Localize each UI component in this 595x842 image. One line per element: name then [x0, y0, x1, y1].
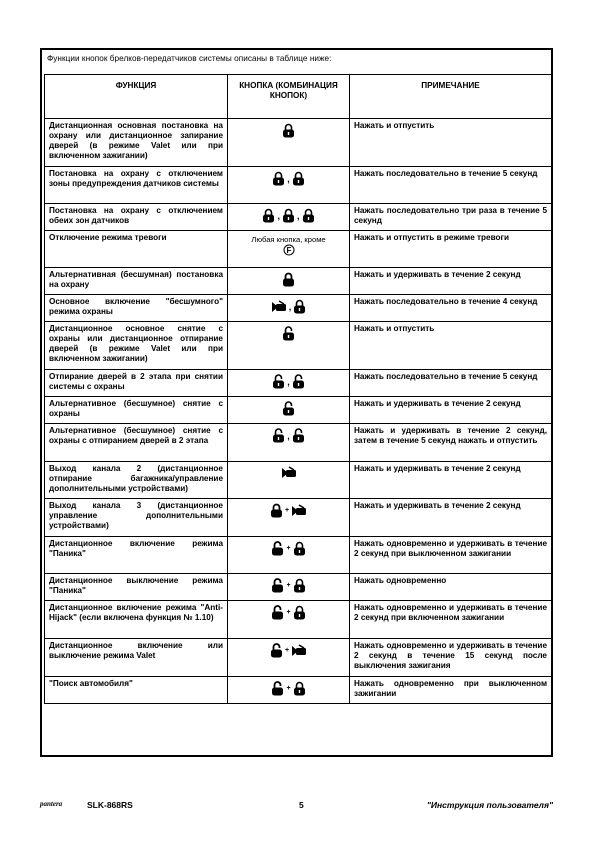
button-combination	[283, 244, 295, 256]
function-cell: Дистанционная основная постановка на охрану или дистанционное запирание дверей (в режиме Valet или при включенном зажигании)	[45, 119, 228, 167]
table-row	[45, 295, 552, 322]
lock-closed-icon	[292, 171, 305, 186]
note-cell: Нажать одновременно и удерживать в течение 2 секунд при выключенном зажигании	[350, 537, 552, 574]
function-cell: Дистанционное включение режима "Паника"	[45, 537, 228, 574]
button-cell	[228, 370, 350, 397]
button-combination	[262, 208, 314, 223]
separator-comma: ,	[288, 301, 292, 312]
button-cell	[228, 601, 350, 639]
button-cell	[228, 167, 350, 204]
note-cell: Нажать одновременно	[350, 574, 552, 601]
lock-open-icon	[272, 428, 285, 443]
lock-closed-icon	[262, 208, 275, 223]
note-cell: Нажать и отпустить	[350, 322, 552, 370]
table-row	[45, 424, 552, 462]
note-cell: Нажать и удерживать в течение 2 секунд	[350, 462, 552, 499]
separator-comma: ,	[287, 376, 290, 387]
button-cell	[228, 397, 350, 424]
lock-open-icon	[292, 374, 305, 389]
button-combination	[282, 272, 295, 287]
table-row	[45, 231, 552, 268]
lock-closed-icon	[293, 605, 306, 620]
lock-closed-icon	[282, 208, 295, 223]
page-footer	[40, 800, 553, 814]
lock-closed-icon	[272, 171, 285, 186]
model-name: SLK-868RS	[87, 800, 133, 810]
lock-open-icon	[292, 428, 305, 443]
function-cell: Отключение режима тревоги	[45, 231, 228, 268]
note-cell: Нажать и отпустить	[350, 119, 552, 167]
note-cell: Нажать и удерживать в течение 2 секунд	[350, 268, 552, 295]
lock-open-icon	[282, 401, 295, 416]
trunk-icon	[291, 504, 307, 517]
function-cell: Альтернативное (бесшумное) снятие с охраны с отпиранием дверей в 2 этапа	[45, 424, 228, 462]
table-row	[45, 370, 552, 397]
svg-text:F: F	[286, 246, 291, 255]
note-cell: Нажать одновременно и удерживать в течение 2 секунд при включенном зажигании	[350, 601, 552, 639]
function-cell: Отпирание дверей в 2 этапа при снятии системы с охраны	[45, 370, 228, 397]
separator-comma: ,	[287, 173, 290, 184]
button-cell	[228, 499, 350, 537]
note-cell: Нажать одновременно при выключенном зажигании	[350, 677, 552, 704]
plus-sign: +	[286, 684, 291, 692]
table-row	[45, 204, 552, 231]
button-cell	[228, 119, 350, 167]
button-combination	[281, 466, 297, 479]
function-cell: Дистанционное включение режима "Anti-Hijack" (если включена функция № 1.10)	[45, 601, 228, 639]
button-cell	[228, 537, 350, 574]
note-cell: Нажать и удерживать в течение 2 секунд, затем в течение 5 секунд нажать и отпустить	[350, 424, 552, 462]
button-combination	[271, 681, 305, 696]
button-combination	[282, 326, 295, 341]
functions-table	[44, 74, 552, 704]
lock-open-filled-icon	[270, 643, 283, 658]
lock-open-filled-icon	[271, 605, 284, 620]
note-cell: Нажать последовательно в течение 5 секунд	[350, 167, 552, 204]
button-cell	[228, 677, 350, 704]
trunk-icon	[281, 466, 297, 479]
header-function: ФУНКЦИЯ	[45, 75, 228, 119]
button-combination	[272, 428, 305, 443]
note-cell: Нажать последовательно три раза в течение 5 секунд	[350, 204, 552, 231]
button-cell	[228, 295, 350, 322]
function-cell: Альтернативное (бесшумное) снятие с охраны	[45, 397, 228, 424]
lock-closed-icon	[293, 299, 306, 314]
lock-closed-icon	[302, 208, 315, 223]
separator-comma: ,	[297, 210, 300, 221]
note-cell: Нажать последовательно в течение 4 секунд	[350, 295, 552, 322]
button-combination	[270, 503, 307, 518]
button-combination	[271, 578, 305, 593]
function-cell: Дистанционное включение или выключение режима Valet	[45, 639, 228, 677]
plus-sign: +	[284, 506, 290, 514]
brand-logo: pantera	[40, 800, 63, 808]
button-cell	[228, 424, 350, 462]
button-combination	[272, 171, 305, 186]
function-cell: "Поиск автомобиля"	[45, 677, 228, 704]
lock-closed-icon	[282, 123, 295, 138]
button-cell	[228, 204, 350, 231]
button-cell	[228, 462, 350, 499]
lock-open-filled-icon	[271, 541, 284, 556]
separator-comma: ,	[287, 430, 290, 441]
plus-sign: +	[284, 646, 290, 654]
button-cell	[228, 574, 350, 601]
intro-text: Функции кнопок брелков-передатчиков системы описаны в таблице ниже:	[47, 54, 332, 63]
button-combination	[271, 605, 305, 620]
function-cell: Выход канала 3 (дистанционное управление дополнительными устройствами)	[45, 499, 228, 537]
button-combination	[270, 643, 307, 658]
any-button-label: Любая кнопка, кроме	[251, 235, 326, 244]
function-cell: Альтернативная (бесшумная) постановка на охрану	[45, 268, 228, 295]
lock-open-icon	[272, 374, 285, 389]
table-row	[45, 268, 552, 295]
lock-closed-filled-icon	[282, 272, 295, 287]
note-cell: Нажать последовательно в течение 5 секунд	[350, 370, 552, 397]
lock-closed-icon	[293, 578, 306, 593]
page-number: 5	[299, 800, 304, 810]
button-cell	[228, 231, 350, 268]
button-combination	[272, 374, 305, 389]
button-cell	[228, 639, 350, 677]
header-button: КНОПКА (КОМБИНАЦИЯ КНОПОК)	[228, 75, 350, 119]
plus-sign: +	[286, 544, 291, 552]
plus-sign: +	[286, 581, 291, 589]
table-row	[45, 601, 552, 639]
button-combination	[271, 299, 307, 314]
button-cell	[228, 322, 350, 370]
function-cell: Постановка на охрану с отключением зоны предупреждения датчиков системы	[45, 167, 228, 204]
table-row	[45, 397, 552, 424]
table-row	[45, 119, 552, 167]
button-combination	[282, 123, 295, 138]
trunk-icon	[271, 300, 287, 313]
trunk-icon	[291, 644, 307, 657]
page-frame	[40, 48, 553, 757]
table-row	[45, 167, 552, 204]
lock-closed-icon	[293, 681, 306, 696]
lock-open-filled-icon	[271, 578, 284, 593]
table-header-row	[45, 75, 552, 119]
button-combination	[282, 401, 295, 416]
function-cell: Выход канала 2 (дистанционное отпирание багажника/управление дополнительными устройствами)	[45, 462, 228, 499]
f-button-icon	[283, 244, 295, 256]
table-row	[45, 537, 552, 574]
function-cell: Основное включение "бесшумного" режима охраны	[45, 295, 228, 322]
note-cell: Нажать и отпустить в режиме тревоги	[350, 231, 552, 268]
button-cell	[228, 268, 350, 295]
function-cell: Дистанционное выключение режима "Паника"	[45, 574, 228, 601]
table-row	[45, 499, 552, 537]
lock-open-icon	[282, 326, 295, 341]
table-row	[45, 639, 552, 677]
lock-closed-filled-icon	[270, 503, 283, 518]
table-row	[45, 677, 552, 704]
separator-comma: ,	[277, 210, 280, 221]
note-cell: Нажать и удерживать в течение 2 секунд	[350, 499, 552, 537]
note-cell: Нажать одновременно и удерживать в течение 2 секунд в течение 15 секунд после выключения зажигания	[350, 639, 552, 677]
table-row	[45, 322, 552, 370]
header-note: ПРИМЕЧАНИЕ	[350, 75, 552, 119]
lock-closed-icon	[293, 541, 306, 556]
table-row	[45, 574, 552, 601]
table-row	[45, 462, 552, 499]
button-combination	[271, 541, 305, 556]
lock-open-filled-icon	[271, 681, 284, 696]
plus-sign: +	[286, 608, 291, 616]
function-cell: Дистанционное основное снятие с охраны или дистанционное отпирание дверей (в режиме Valet или при включенном зажигании)	[45, 322, 228, 370]
manual-title: "Инструкция пользователя"	[426, 800, 553, 810]
note-cell: Нажать и удерживать в течение 2 секунд	[350, 397, 552, 424]
function-cell: Постановка на охрану с отключением обеих зон датчиков	[45, 204, 228, 231]
